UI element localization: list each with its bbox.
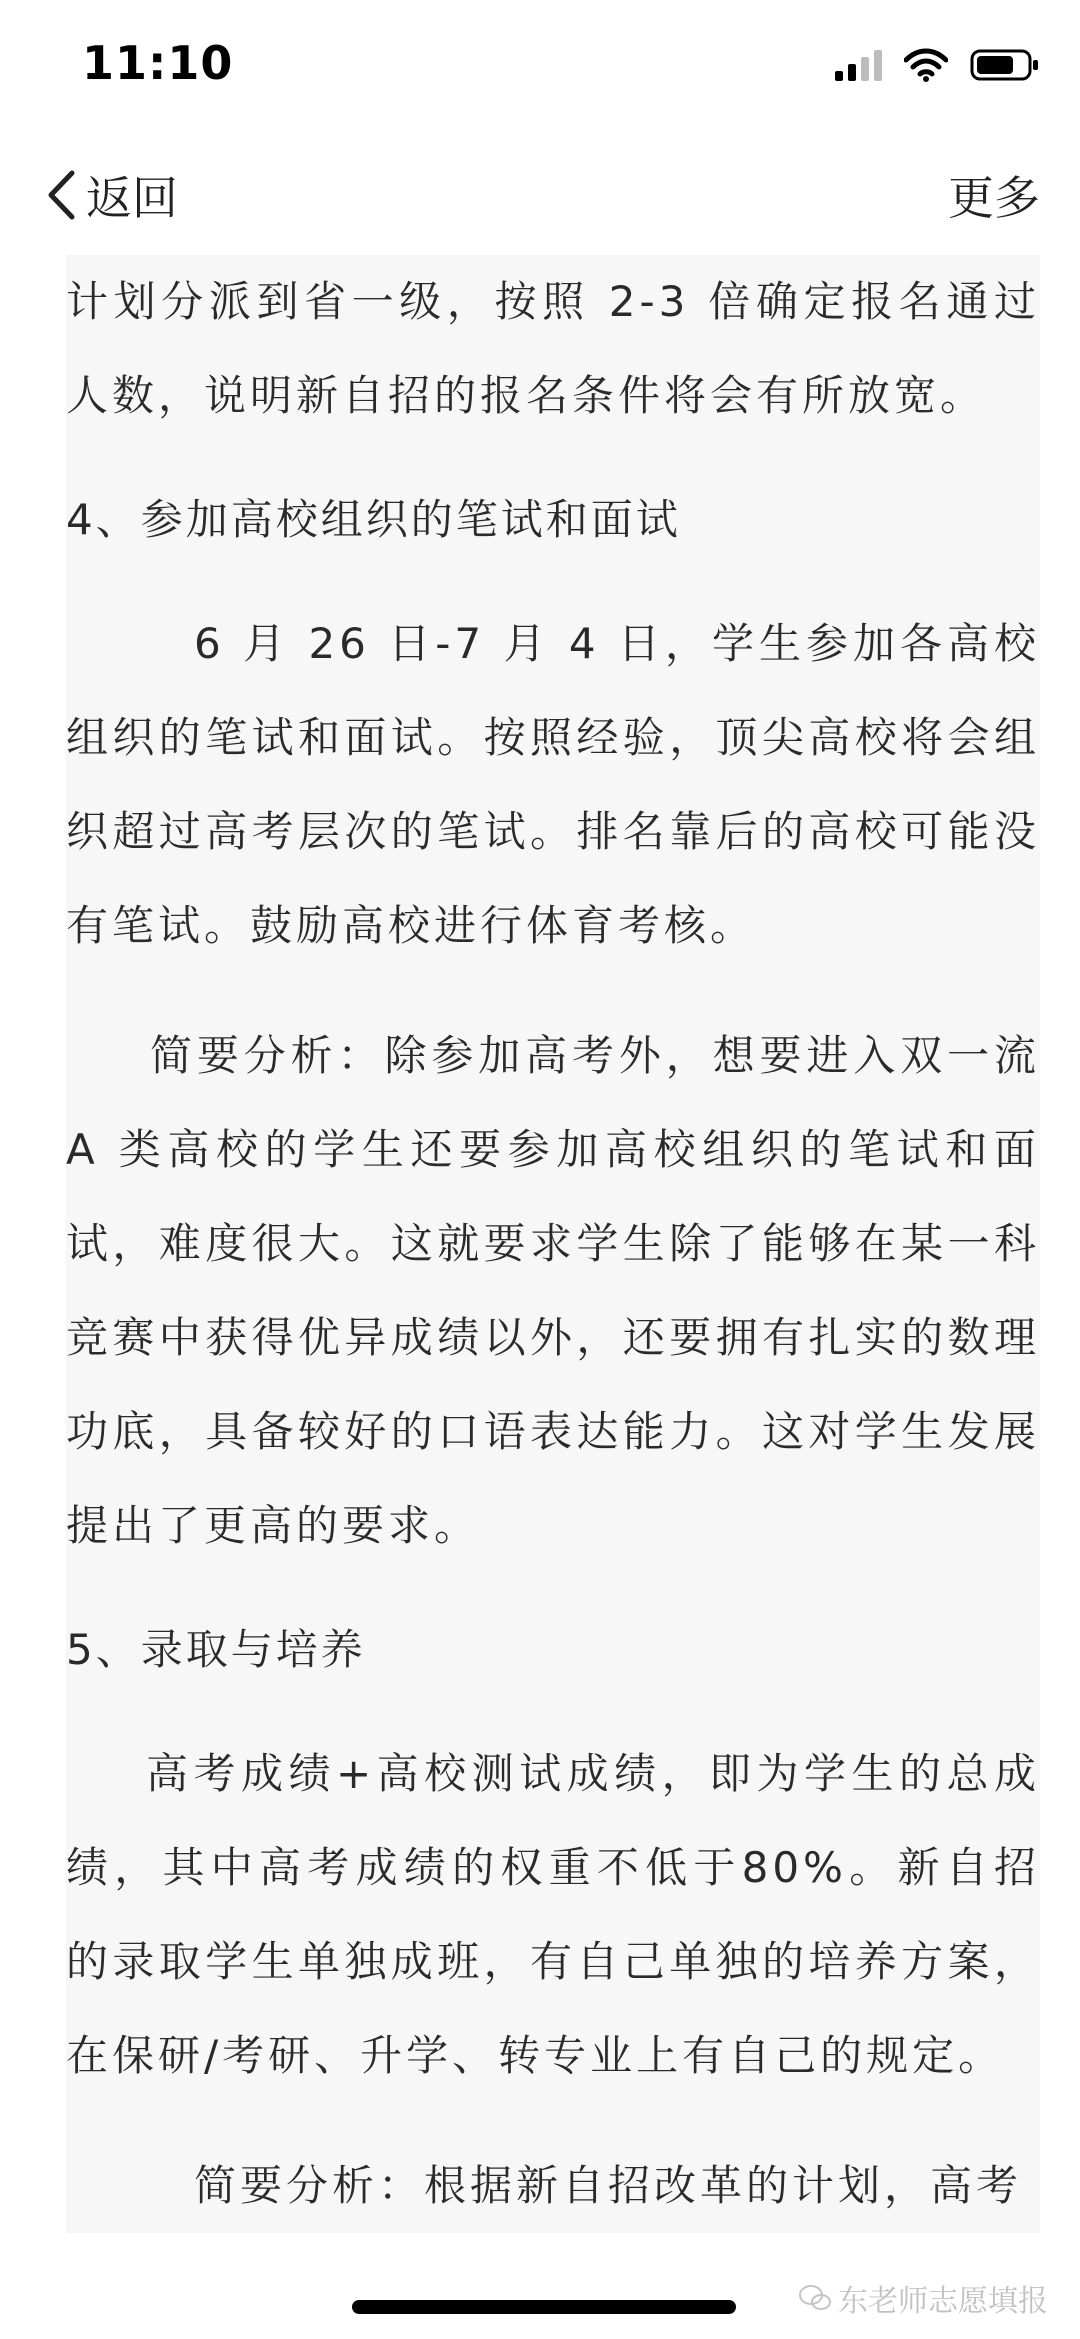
paragraph-analysis-1: 简要分析：除参加高考外，想要进入双一流 A 类高校的学生还要参加高校组织的笔试和面试，难度很大。这就要求学生除了能够在某一科竞赛中获得优异成绩以外，还要拥有扎实的数理功底，具备较好的口语表达能力。这对学生发展提出了更高的要求。 [66, 1031, 1040, 1550]
more-button[interactable]: 更多 [948, 171, 1040, 225]
nav-bar [0, 130, 1080, 250]
signal-icon [835, 49, 882, 81]
battery-icon [970, 48, 1040, 82]
paragraph-admission: 高考成绩+高校测试成绩，即为学生的总成绩，其中高考成绩的权重不低于80%。新自招的录取学生单独成班，有自己单独的培养方案，在保研/考研、升学、转专业上有自己的规定。 [66, 1749, 1040, 2080]
wifi-icon [904, 48, 948, 82]
wechat-icon [798, 2284, 832, 2312]
status-bar [0, 0, 1080, 130]
paragraph-analysis-2: 简要分析：根据新自招改革的计划，高考 [194, 2161, 1023, 2210]
chevron-left-icon [46, 169, 76, 221]
back-label: 返回 [86, 171, 178, 225]
section-heading-5: 5、录取与培养 [66, 1625, 366, 1674]
status-time: 11:10 [82, 36, 234, 90]
paragraph-continued: 计划分派到省一级，按照 2-3 倍确定报名通过人数，说明新自招的报名条件将会有所放宽。 [66, 277, 1040, 420]
home-indicator[interactable] [352, 2300, 736, 2314]
section-heading-4: 4、参加高校组织的笔试和面试 [66, 495, 681, 544]
status-icons [835, 48, 1040, 82]
article-content [66, 255, 1040, 2233]
paragraph-exam: 6 月 26 日-7 月 4 日，学生参加各高校组织的笔试和面试。按照经验，顶尖高校将会组织超过高考层次的笔试。排名靠后的高校可能没有笔试。鼓励高校进行体育考核。 [66, 619, 1040, 950]
back-button[interactable] [46, 162, 178, 228]
watermark-text: 东老师志愿填报 [838, 2284, 1048, 2319]
watermark [798, 2276, 1048, 2320]
